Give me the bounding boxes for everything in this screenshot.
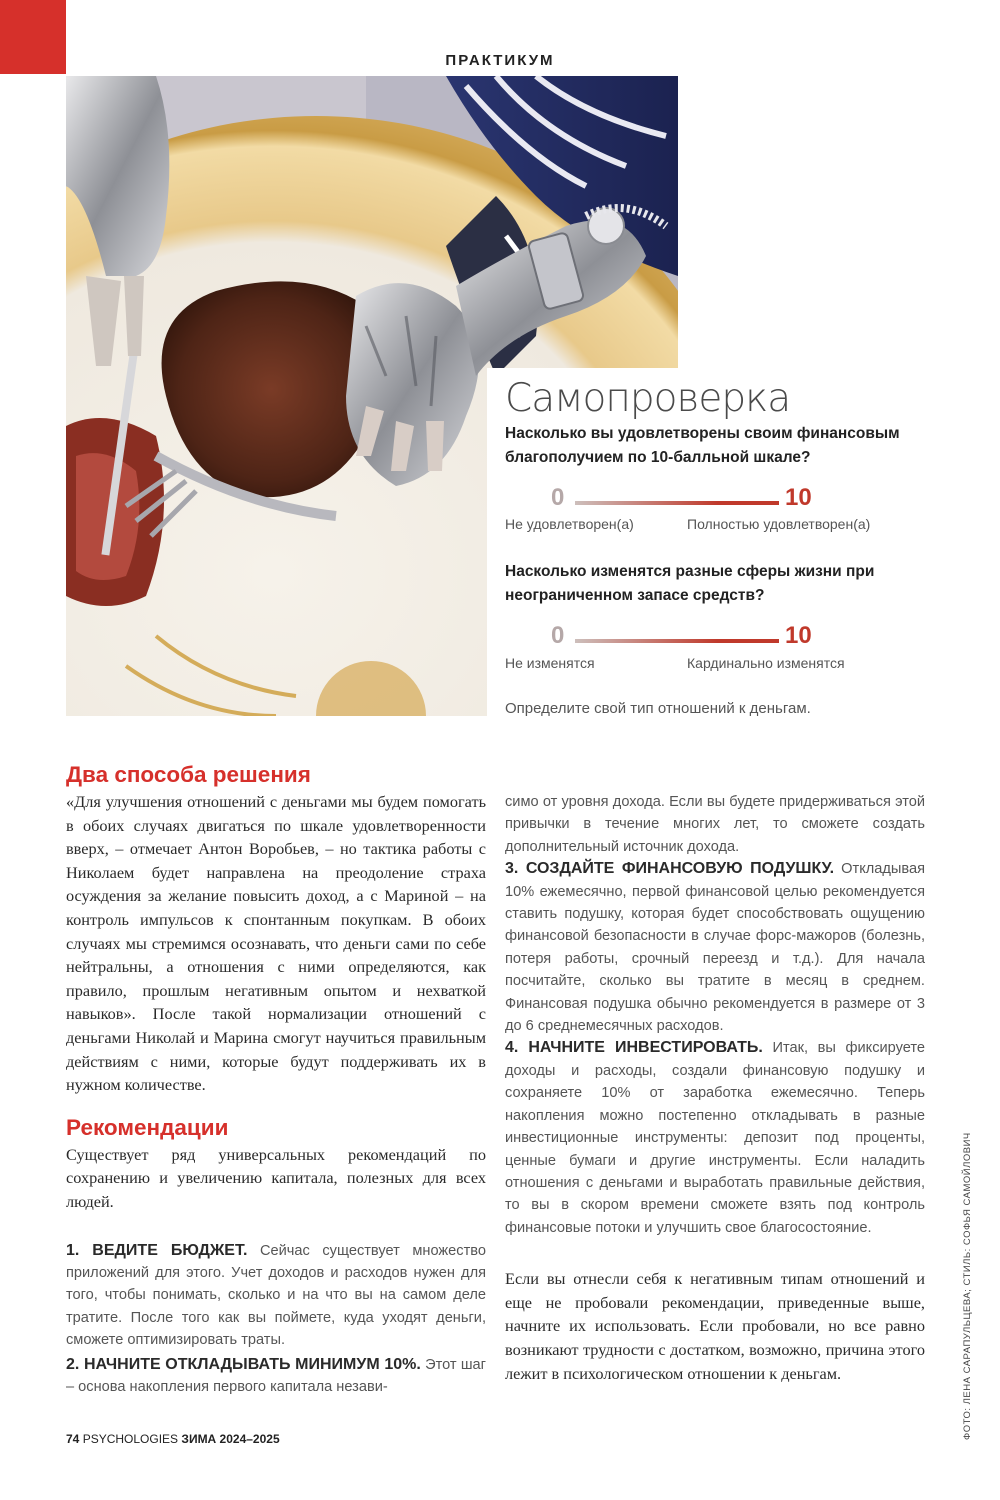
- scale-min-value: 0: [551, 622, 565, 649]
- issue-label: ЗИМА 2024–2025: [181, 1432, 280, 1446]
- page-number: 74: [66, 1432, 80, 1446]
- recommendation-1-text: Сейчас существует множество приложений для этого. Учет доходов и расходов нужен для того, чтобы понимать, сколько и на что вы на самом деле тратите. После того как вы поймете, куда уходят деньги, сможете оптимизировать траты.: [66, 1242, 486, 1349]
- quiz-question-1: Насколько вы удовлетворены своим финансовым благополучием по 10-балльной шкале?: [505, 425, 900, 466]
- recommendation-1: [66, 1240, 486, 1352]
- quiz-footer-text: Определите свой тип отношений к деньгам.: [505, 700, 811, 717]
- recommendation-2-title: 2. НАЧНИТЕ ОТКЛАДЫВАТЬ МИНИМУМ 10%.: [66, 1355, 421, 1373]
- quiz-question-2: Насколько изменятся разные сферы жизни при неограниченном запасе средств?: [505, 563, 875, 604]
- magazine-name: PSYCHOLOGIES: [82, 1432, 179, 1446]
- photo-credit: ФОТО: ЛЕНА САРАПУЛЬЦЕВА; СТИЛЬ: СОФЬЯ САМОЙЛОВИЧ: [962, 1132, 973, 1440]
- closing-paragraph: Если вы отнесли себя к негативным типам отношений и еще не пробовали рекомендации, приведенные выше, начните их использовать. Если пробовали, но все равно возникают трудности с достатком, возможно, причина этого лежит в психологическом отношении к деньгам.: [505, 1269, 925, 1383]
- page-folio: [66, 1432, 280, 1446]
- rating-scale-1: [505, 484, 925, 514]
- left-column: [66, 762, 486, 1398]
- scale-max-value: 10: [785, 622, 812, 649]
- recommendation-4-text: Итак, вы фиксируете доходы и расходы, создали финансовую подушку и сохраняете 10% от заработка ежемесячно. Теперь накопления можно постепенно откладывать в разные инвестиционные инструменты: депозит под проценты, ценные бумаги и другие инструменты. Если наладить отношения с деньгами и выработать правильные действия, то вы в скором времени сможете взять под контроль финансовые потоки и улучшить свое благосостояние.: [505, 1040, 926, 1236]
- scale-line: [575, 639, 779, 643]
- heading-two-ways: Два способа решения: [66, 762, 311, 787]
- rating-scale-2: [505, 622, 925, 652]
- scale-line: [575, 501, 779, 505]
- recommendation-2-text: Этот шаг – основа накопления первого капитала незави-: [66, 1356, 486, 1395]
- right-column: [505, 791, 925, 1385]
- recommendation-4: [505, 1037, 925, 1239]
- recommendation-3-text: Откладывая 10% ежемесячно, первой финансовой целью рекомендуется ставить подушку, которая будет способствовать ощущению финансовой безопасности в случае форс-мажоров (болезнь, потеря работы, срочный переезд и т.д.). Для начала посчитайте, сколько вы тратите в месяц в среднем. Финансовая подушка обычно рекомендуется в размере от 3 до 6 среднемесячных расходов.: [505, 861, 925, 1035]
- recommendation-2: [66, 1354, 486, 1399]
- scale-max-label: Кардинально изменятся: [687, 655, 845, 671]
- self-check-box: [487, 368, 934, 740]
- heading-recommendations: Рекомендации: [66, 1114, 229, 1140]
- recommendation-1-title: 1. ВЕДИТЕ БЮДЖЕТ.: [66, 1241, 248, 1259]
- section-label: ПРАКТИКУМ: [445, 52, 555, 69]
- recommendation-2-continued: симо от уровня дохода. Если вы будете придерживаться этой привычки в течение многих лет, то сможете создать дополнительный источник дохода.: [505, 794, 925, 855]
- scale-max-label: Полностью удовлетворен(а): [687, 516, 871, 532]
- scale-min-value: 0: [551, 484, 565, 511]
- paragraph-recommendations: Существует ряд универсальных рекомендаций по сохранению и увеличению капитала, полезных для всех людей.: [66, 1144, 486, 1211]
- recommendation-3: [505, 858, 925, 1037]
- scale-min-label: Не изменятся: [505, 655, 595, 671]
- paragraph-two-ways: «Для улучшения отношений с деньгами мы будем помогать в обоих случаях двигаться по шкале удовлетворенности вверх, – отмечает Антон Воробьев, – но тактика работы с Николаем будет направлена на преодоление страха осуждения за желание повысить доход, а с Мариной – на контроль импульсов к спонтанным покупкам. В обоих случаях мы стремимся осознавать, что деньги сами по себе нейтральны, а отношения с ними определяются, как правило, прошлым негативным опытом и нехваткой навыков». После такой нормализации отношений с деньгами Николай и Марина смогут научиться правильным действиям с ними, которые будут поддерживать их в нужном количестве.: [66, 792, 486, 1095]
- scale-min-label: Не удовлетворен(а): [505, 516, 634, 532]
- recommendation-4-title: 4. НАЧНИТЕ ИНВЕСТИРОВАТЬ.: [505, 1039, 763, 1057]
- quiz-title: Самопроверка: [505, 376, 791, 421]
- scale-max-value: 10: [785, 484, 812, 511]
- recommendation-3-title: 3. СОЗДАЙТЕ ФИНАНСОВУЮ ПОДУШКУ.: [505, 860, 835, 878]
